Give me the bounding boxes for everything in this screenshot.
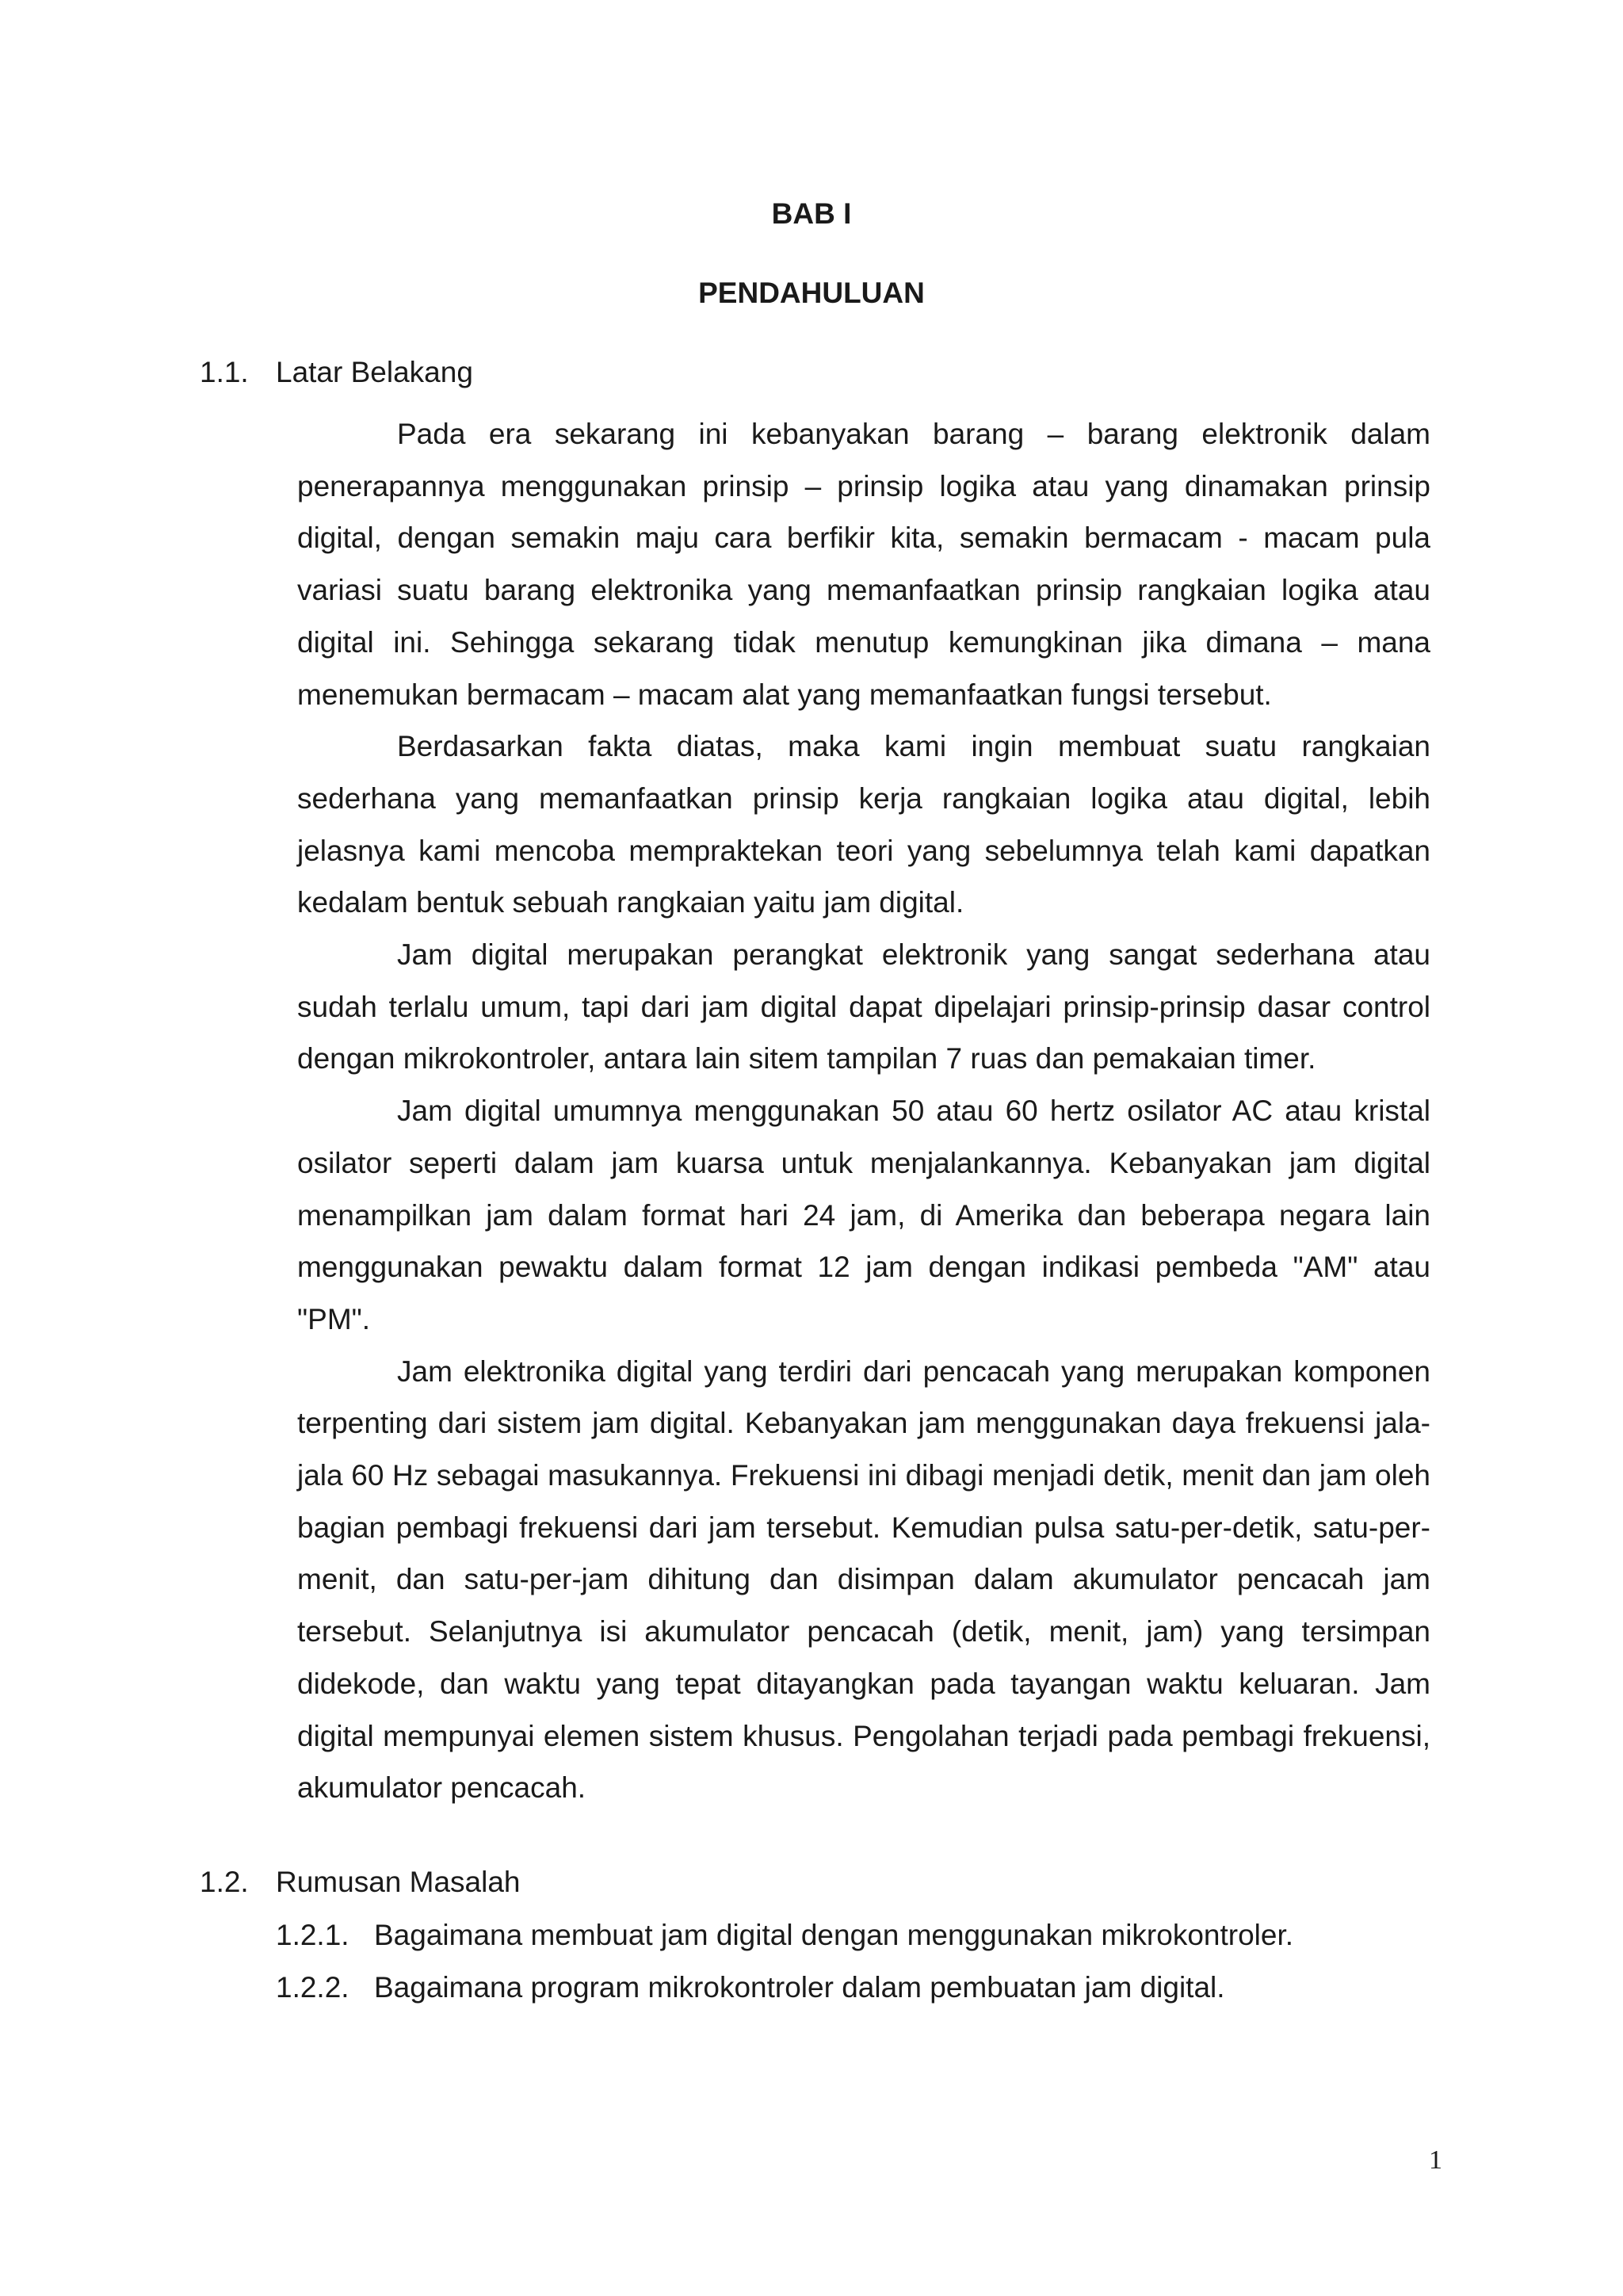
list-item-number: 1.2.2.: [276, 1971, 349, 2004]
paragraph: Jam digital umumnya menggunakan 50 atau 60 hertz osilator AC atau kristal osilator seperti dalam jam kuarsa untuk menjalankannya. Kebanyakan jam digital menampilkan jam dalam format hari 24 jam, di Amerika dan beberapa negara lain menggunakan pewaktu dalam format 12 jam dengan indikasi pembeda "AM" atau "PM".: [297, 1095, 1430, 1335]
chapter-title: PENDAHULUAN: [698, 277, 925, 309]
paragraph: Jam elektronika digital yang terdiri dari pencacah yang merupakan komponen terpenting dari sistem jam digital. Kebanyakan jam menggunakan daya frekuensi jala-jala 60 Hz sebagai masukannya. Frekuensi ini dibagi menjadi detik, menit dan jam oleh bagian pembagi frekuensi dari jam tersebut. Kemudian pulsa satu-per-detik, satu-per-menit, dan satu-per-jam dihitung dan disimpan dalam akumulator pencacah jam tersebut. Selanjutnya isi akumulator pencacah (detik, menit, jam) yang tersimpan didekode, dan waktu yang tepat ditayangkan pada tayangan waktu keluaran. Jam digital mempunyai elemen sistem khusus. Pengolahan terjadi pada pembagi frekuensi, akumulator pencacah.: [297, 1354, 1430, 1805]
section-title: Latar Belakang: [276, 356, 473, 388]
section-title: Rumusan Masalah: [276, 1866, 521, 1898]
paragraph: Pada era sekarang ini kebanyakan barang – barang elektronik dalam penerapannya menggunakan prinsip – prinsip logika atau yang dinamakan prinsip digital, dengan semakin maju cara berfikir kita, semakin bermacam - macam pula variasi suatu barang elektronika yang memanfaatkan prinsip rangkaian logika atau digital ini. Sehingga sekarang tidak menutup kemungkinan jika dimana – mana menemukan bermacam – macam alat yang memanfaatkan fungsi tersebut.: [297, 418, 1430, 711]
list-item-text: Bagaimana program mikrokontroler dalam pembuatan jam digital.: [374, 1971, 1225, 2004]
list-item-number: 1.2.1.: [276, 1919, 349, 1951]
section-body: [297, 408, 1430, 1814]
section-number: 1.1.: [200, 356, 249, 388]
section-heading-rumusan-masalah: [200, 1865, 520, 1900]
chapter-label: BAB I: [771, 197, 852, 230]
list-item: [276, 1918, 1293, 1953]
paragraph: Jam digital merupakan perangkat elektronik yang sangat sederhana atau sudah terlalu umum, tapi dari jam digital dapat dipelajari prinsip-prinsip dasar control dengan mikrokontroler, antara lain sitem tampilan 7 ruas dan pemakaian timer.: [297, 938, 1430, 1075]
page-number: 1: [1429, 2145, 1442, 2175]
section-heading-latar-belakang: [200, 355, 473, 390]
section-number: 1.2.: [200, 1866, 249, 1898]
paragraph: Berdasarkan fakta diatas, maka kami ingin membuat suatu rangkaian sederhana yang memanfaatkan prinsip kerja rangkaian logika atau digital, lebih jelasnya kami mencoba mempraktekan teori yang sebelumnya telah kami dapatkan kedalam bentuk sebuah rangkaian yaitu jam digital.: [297, 730, 1430, 919]
list-item: [276, 1970, 1225, 2005]
list-item-text: Bagaimana membuat jam digital dengan menggunakan mikrokontroler.: [374, 1919, 1294, 1951]
